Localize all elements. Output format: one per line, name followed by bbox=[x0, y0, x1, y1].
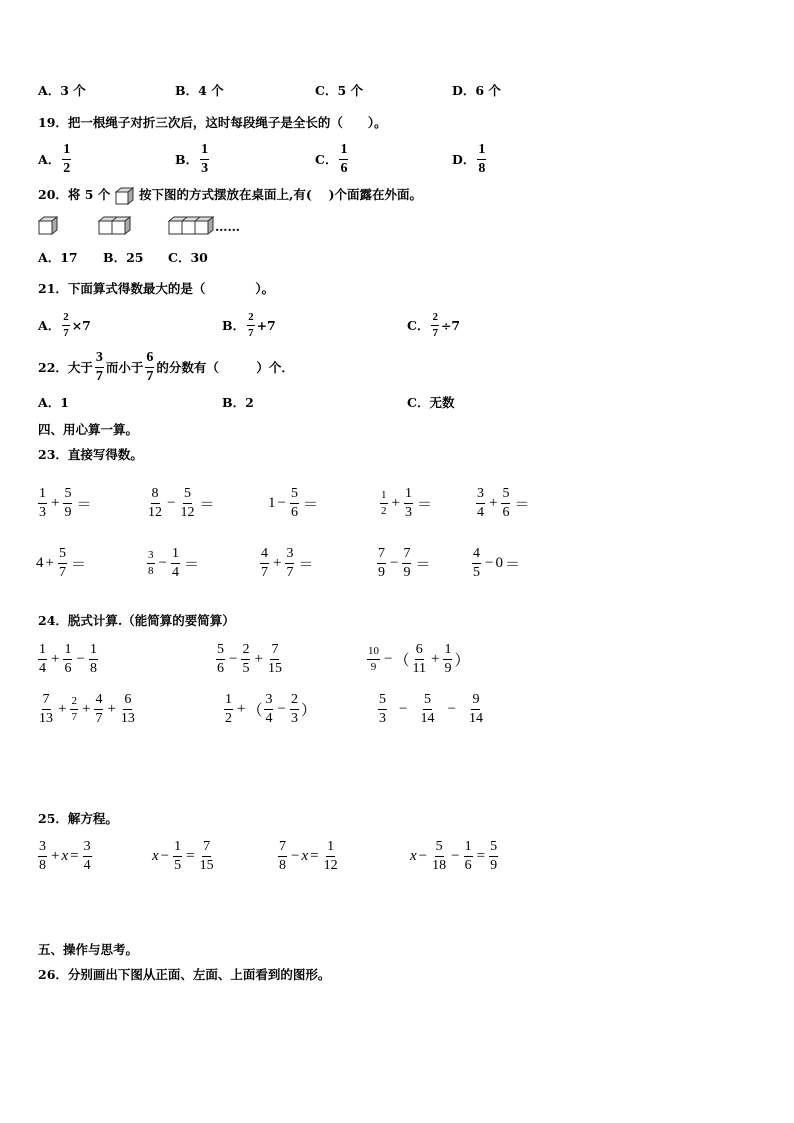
section-5-heading: 五、操作与思考。 bbox=[38, 942, 139, 957]
q25-equation-4: x − $\frac{5}{18}$ − $\frac{1}{6}$ = $\frac{5}{9}$ bbox=[410, 838, 498, 873]
q21-stem: 21．下面算式得数最大的是（ ）。 bbox=[38, 281, 275, 296]
q25-stem: 25．解方程。 bbox=[38, 811, 118, 826]
q20-figures bbox=[38, 215, 238, 240]
q18-option-a: A．3 个 bbox=[38, 83, 86, 98]
q20-stem: 20．将 5 个 按下图的方式摆放在桌面上,有( )个面露在外面。 bbox=[38, 185, 422, 205]
q23-expr-1: $\frac{1}{3}$ + $\frac{5}{9}$ ＝ bbox=[39, 485, 92, 520]
q23-expr-7: $\frac{3}{8}$ − $\frac{1}{4}$ ＝ bbox=[148, 545, 199, 580]
q24-expr-1: $\frac{1}{4}$ + $\frac{1}{6}$ − $\frac{1}{8}$ bbox=[39, 641, 97, 676]
q18-option-b: B．4 个 bbox=[175, 83, 224, 98]
q25-equation-2: x − $\frac{1}{5}$ = $\frac{7}{15}$ bbox=[152, 838, 214, 873]
q23-expr-5: $\frac{3}{4}$ + $\frac{5}{6}$ ＝ bbox=[477, 485, 530, 520]
q21-option-c: C． $\frac{2}{7}$ ÷7 bbox=[407, 310, 461, 339]
q22-option-a: A．1 bbox=[38, 395, 69, 410]
q22-option-b: B．2 bbox=[222, 395, 254, 410]
cube-icon bbox=[115, 187, 135, 205]
q18-option-c: C．5 个 bbox=[315, 83, 363, 98]
q23-stem: 23．直接写得数。 bbox=[38, 447, 143, 462]
q23-expr-9: $\frac{7}{9}$ − $\frac{7}{9}$ ＝ bbox=[378, 545, 431, 580]
q23-expr-3: 1 − $\frac{5}{6}$ ＝ bbox=[268, 485, 318, 520]
q19-option-b: B． $\frac{1}{3}$ bbox=[175, 141, 209, 176]
q25-equation-1: $\frac{3}{8}$ + x = $\frac{3}{4}$ bbox=[39, 838, 91, 873]
q24-expr-6: $\frac{5}{3}$ − $\frac{5}{14}$ − $\frac{9}{14}$ bbox=[379, 691, 483, 726]
q23-expr-2: $\frac{8}{12}$ − $\frac{5}{12}$ ＝ bbox=[148, 485, 215, 520]
q19-option-a: A． $\frac{1}{2}$ bbox=[38, 141, 71, 176]
q24-expr-5: $\frac{1}{2}$ + （ $\frac{3}{4}$ − $\frac{2}{3}$ ） bbox=[225, 691, 316, 726]
q21-option-b: B． $\frac{2}{7}$ +7 bbox=[222, 310, 276, 339]
q23-expr-10: $\frac{4}{5}$ − 0 ＝ bbox=[473, 545, 520, 580]
q19-stem: 19．把一根绳子对折三次后，这时每段绳子是全长的（ ）。 bbox=[38, 115, 387, 130]
cube-group-3 bbox=[169, 217, 213, 234]
q23-expr-6: 4 + $\frac{5}{7}$ ＝ bbox=[36, 545, 86, 580]
q18-option-d: D．6 个 bbox=[452, 83, 501, 98]
q19-option-d: D． $\frac{1}{8}$ bbox=[452, 141, 486, 176]
q24-stem: 24．脱式计算.（能简算的要简算） bbox=[38, 613, 235, 628]
q25-equation-3: $\frac{7}{8}$ − x = $\frac{1}{12}$ bbox=[279, 838, 338, 873]
q21-option-a: A． $\frac{2}{7}$ ×7 bbox=[38, 310, 91, 339]
q24-expr-4: $\frac{7}{13}$ + $\frac{2}{7}$ + $\frac{4}{7}$ + $\frac{6}{13}$ bbox=[39, 691, 135, 726]
q23-expr-8: $\frac{4}{7}$ + $\frac{3}{7}$ ＝ bbox=[261, 545, 314, 580]
section-4-heading: 四、用心算一算。 bbox=[38, 422, 139, 437]
q20-option-c: C．30 bbox=[168, 250, 208, 265]
q19-option-c: C． $\frac{1}{6}$ bbox=[315, 141, 348, 176]
q23-expr-4: $\frac{1}{2}$ + $\frac{1}{3}$ ＝ bbox=[381, 485, 432, 520]
q24-expr-3: $\frac{10}{9}$ − （ $\frac{6}{11}$ + $\frac{1}{9}$ ） bbox=[368, 641, 470, 676]
q24-expr-2: $\frac{5}{6}$ − $\frac{2}{5}$ + $\frac{7}{15}$ bbox=[217, 641, 282, 676]
q26-stem: 26．分别画出下图从正面、左面、上面看到的图形。 bbox=[38, 967, 331, 982]
q20-ellipsis: …… bbox=[215, 219, 240, 234]
q22-stem: 22．大于 $\frac{3}{7}$ 而小于 $\frac{6}{7}$ 的分数有（ ）个． bbox=[38, 349, 294, 384]
cube-stack-figures bbox=[38, 215, 238, 237]
cube-group-1 bbox=[39, 217, 57, 234]
q20-option-b: B．25 bbox=[103, 250, 144, 265]
q20-option-a: A．17 bbox=[38, 250, 78, 265]
cube-group-2 bbox=[99, 217, 130, 234]
q22-option-c: C．无数 bbox=[407, 395, 455, 410]
